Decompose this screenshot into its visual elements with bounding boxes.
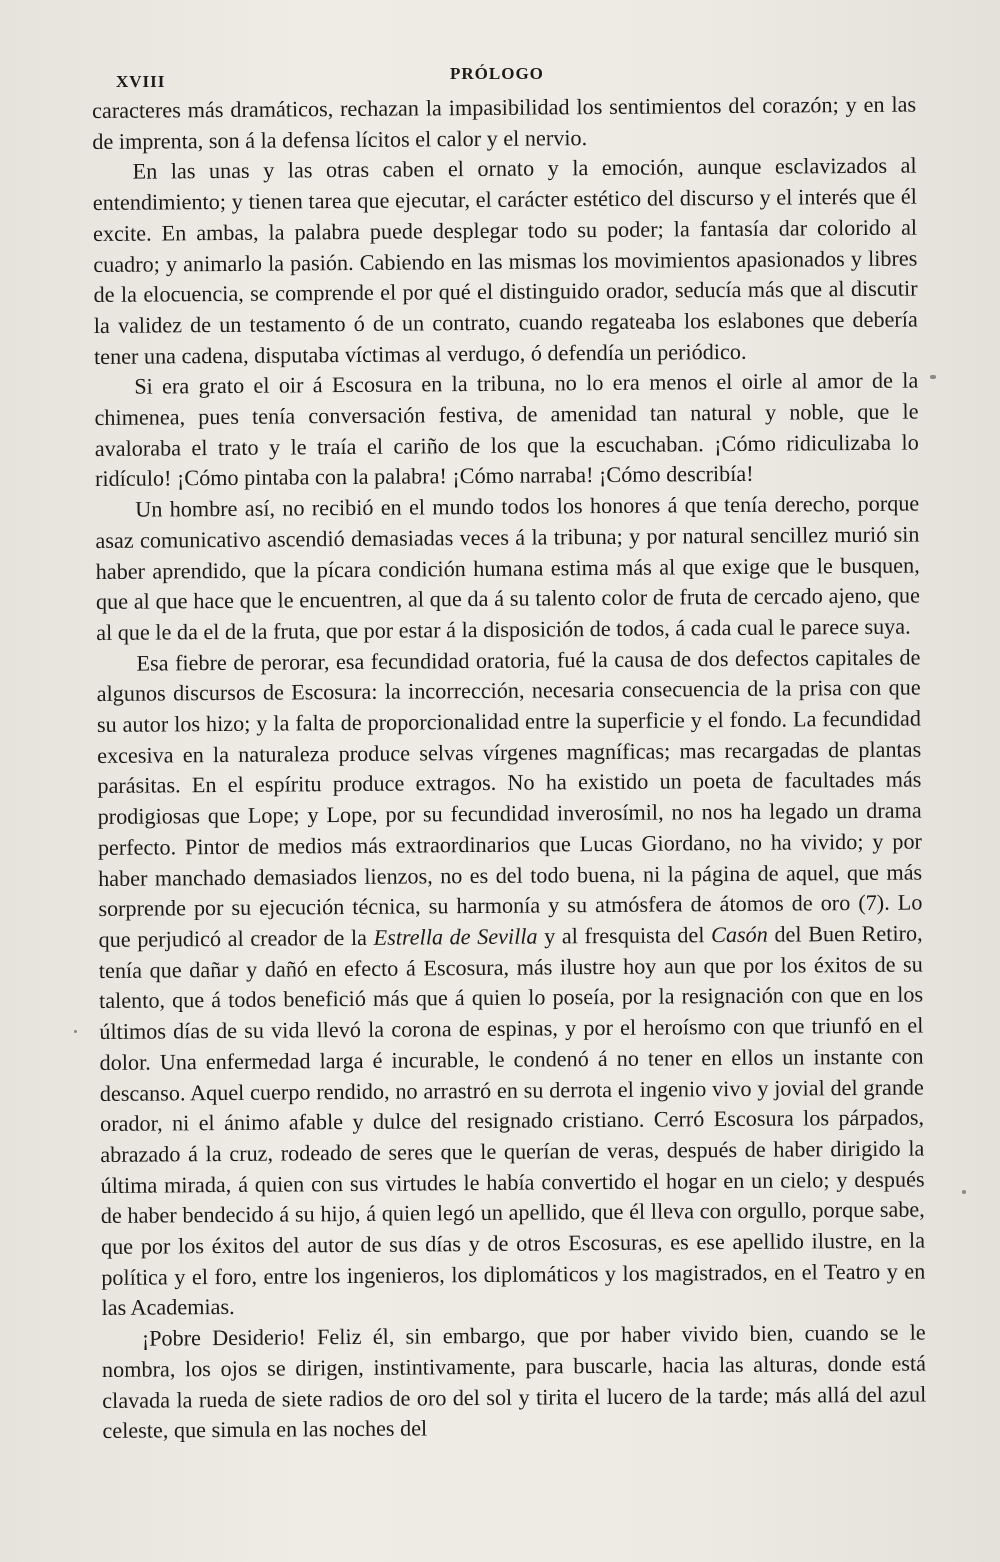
page-number: XVIII	[116, 72, 166, 91]
paragraph	[92, 151, 918, 372]
italic-title: Casón	[710, 921, 768, 948]
running-title: PRÓLOGO	[450, 64, 544, 83]
text-segment: Esa fiebre de perorar, esa fecundidad oratoria, fué la causa de dos defectos capitales de algunos discursos de Escosura: la incorrección, necesaria consecuencia de la prisa con que su autor los hizo; y la falta de proporcionalidad entre la superficie y el fondo. La fecundidad excesiva en la naturaleza produce selvas vírgenes magníficas; mas recargadas de plantas parásitas. En el espíritu produce extragos. No ha existido un poeta de facultades más prodigiosas que Lope; y Lope, por su fecundidad inverosímil, no nos ha legado un drama perfecto. Pintor de medios más extraordinarios que Lucas Giordano, no ha vivido; y por haber manchado demasiados lienzos, no es del todo buena, ni la página de aquel, que más sorprende por su ejecución técnica, su harmonía y su atmósfera de átomos de oro (7). Lo que perjudicó al creador de la	[96, 644, 923, 952]
paragraph	[102, 1318, 927, 1447]
running-head	[116, 62, 890, 92]
body-text	[92, 90, 927, 1447]
text-segment: Un hombre así, no recibió en el mundo todos los honores á que tenía derecho, porque asaz comunicativo ascendió demasiadas veces á la tribuna; y por natural sencillez murió sin haber aprendido, que la pícara condición humana estima más al que exige que le busquen, que al que hace que le encuentren, al que da á su talento color de fruta de cercado ajeno, que al que le da el de la fruta, que por estar á la disposición de todos, á cada cual le parece suya.	[95, 490, 921, 645]
text-segment: Si era grato el oir á Escosura en la tribuna, no lo era menos el oirle al amor de la chimenea, pues tenía conversación festiva, de amenidad tan natural y noble, que le avaloraba el trato y le traía el cariño de los que la escuchaban. ¡Cómo ridiculizaba lo ridículo! ¡Cómo pintaba con la palabra! ¡Cómo narraba! ¡Cómo describía!	[94, 367, 919, 492]
paragraph	[95, 489, 920, 649]
italic-title: Estrella de Sevilla	[373, 923, 538, 950]
paragraph	[96, 642, 925, 1324]
text-segment: del Buen Retiro, tenía que dañar y dañó en efecto á Escosura, más ilustre hoy aun que por los éxitos de su talento, que á todos benefició más que á quien lo poseía, por la resignación con que en los últimos días de su vida llevó la corona de espinas, y por el heroísmo con que triunfó en el dolor. Una enfermedad larga é incurable, le condenó á no tener en ellos un instante con descanso. Aquel cuerpo rendido, no arrastró en su derrota el ingenio vivo y jovial del grande orador, ni el ánimo afable y dulce del resignado cristiano. Cerró Escosura los párpados, abrazado á la cruz, rodeado de seres que le querían de veras, después de haber dirigido la última mirada, á quien con sus virtudes le había convertido el hogar en un cielo; y después de haber bendecido á su hijo, á quien legó un apellido, que él lleva con orgullo, porque sabe, que por los éxitos del autor de sus días y de otros Escosuras, es ese apellido ilustre, en la política y el foro, entre los ingenieros, los diplomáticos y los magistrados, en el Teatro y en las Academias.	[98, 920, 926, 1321]
text-segment: caracteres más dramáticos, rechazan la impasibilidad los sentimientos del corazón; y en las de imprenta, son á la defensa lícitos el calor y el nervio.	[92, 91, 917, 154]
paragraph	[92, 90, 916, 158]
text-segment: ¡Pobre Desiderio! Feliz él, sin embargo, que por haber vivido bien, cuando se le nombra, los ojos se dirigen, instintivamente, para buscarle, hacia las alturas, donde está clavada la rueda de siete radios de oro del sol y tirita el lucero de la tarde; más allá del azul celeste, que simula en las noches del	[101, 1319, 927, 1444]
ink-speck	[74, 1030, 77, 1033]
paragraph	[94, 366, 919, 495]
ink-speck	[962, 1190, 966, 1194]
text-segment: En las unas y las otras caben el ornato y la emoción, aunque esclavizados al entendimiento; y tienen tarea que ejecutar, el carácter estético del discurso y el interés que él excite. En ambas, la palabra puede desplegar todo su poder; la fantasía dar colorido al cuadro; y animarlo la pasión. Cabiendo en las mismas los movimientos apasionados y libres de la elocuencia, se comprende el por qué el distinguido orador, seducía más que al discutir la validez de un testamento ó de un contrato, cuando regateaba los eslabones que debería tener una cadena, disputaba víctimas al verdugo, ó defendía un periódico.	[92, 152, 918, 369]
ink-speck	[930, 375, 936, 379]
text-segment: y al fresquista del	[537, 922, 712, 949]
